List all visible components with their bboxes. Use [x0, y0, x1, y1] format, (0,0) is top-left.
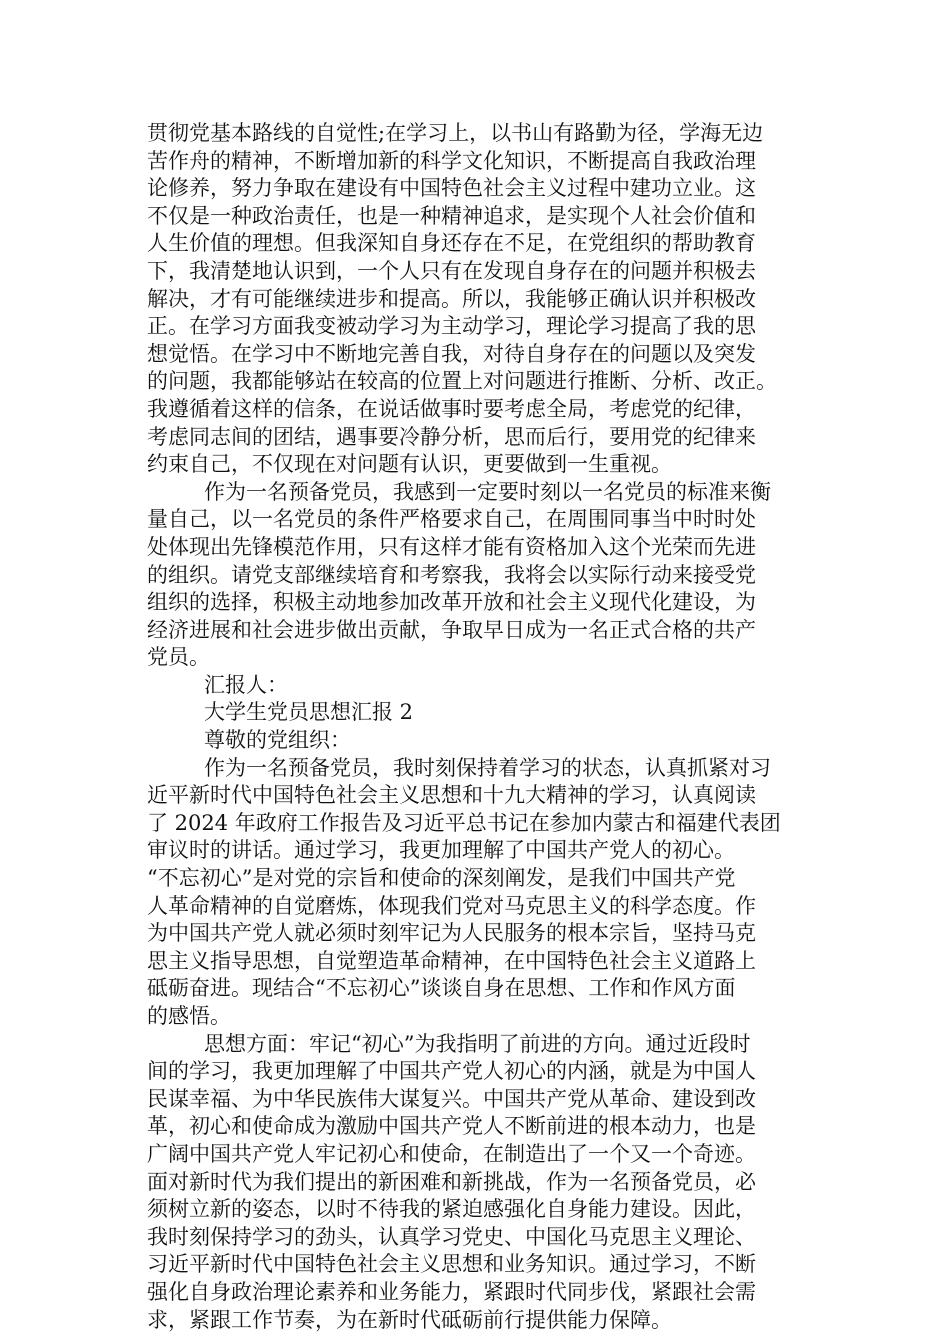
text-line: 党员。 — [147, 645, 210, 670]
text-line: 强化自身政治理论素养和业务能力，紧跟时代同步伐，紧跟社会需 — [147, 1279, 756, 1304]
text-line: 解决，才有可能继续进步和提高。所以，我能够正确认识并积极改 — [147, 286, 756, 311]
text-line: 大学生党员思想汇报 2 — [204, 700, 414, 725]
text-line: 苦作舟的精神，不断增加新的科学文化知识，不断提高自我政治理 — [147, 148, 756, 173]
text-line: 的感悟。 — [147, 1004, 231, 1028]
text-line: 想觉悟。在学习中不断地完善自我，对待自身存在的问题以及突发 — [147, 341, 756, 366]
text-line: 面对新时代为我们提出的新困难和新挑战，作为一名预备党员，必 — [147, 1169, 756, 1194]
text-line: 审议时的讲话。通过学习，我更加理解了中国共产党人的初心。 — [147, 838, 735, 863]
text-line: 人革命精神的自觉磨炼，体现我们党对马克思主义的科学态度。作 — [147, 893, 756, 918]
document-body — [147, 120, 812, 1334]
text-line: 贯彻党基本路线的自觉性;在学习上，以书山有路勤为径，学海无边 — [147, 121, 764, 145]
text-line: 间的学习，我更加理解了中国共产党人初心的内涵，就是为中国人 — [147, 1059, 756, 1084]
text-line: 考虑同志间的团结，遇事要冷静分析，思而后行，要用党的纪律来 — [147, 424, 756, 449]
text-line: “不忘初心”是对党的宗旨和使命的深刻阐发，是我们中国共产党 — [147, 866, 736, 891]
text-line: 人生价值的理想。但我深知自身还存在不足，在党组织的帮助教育 — [147, 231, 756, 256]
text-line: 下，我清楚地认识到，一个人只有在发现自身存在的问题并积极去 — [147, 258, 756, 283]
text-line: 民谋幸福、为中华民族伟大谋复兴。中国共产党从革命、建设到改 — [147, 1086, 756, 1111]
text-line: 革，初心和使命成为激励中国共产党人不断前进的根本动力，也是 — [147, 1114, 756, 1139]
text-line: 作为一名预备党员，我感到一定要时刻以一名党员的标准来衡 — [204, 479, 771, 504]
text-line: 量自己，以一名党员的条件严格要求自己，在周围同事当中时时处 — [147, 507, 756, 532]
text-line: 的问题，我都能够站在较高的位置上对问题进行推断、分析、改正。 — [147, 369, 777, 394]
text-line: 为中国共产党人就必须时刻牢记为人民服务的根本宗旨，坚持马克 — [147, 921, 756, 946]
text-line: 作为一名预备党员，我时刻保持着学习的状态，认真抓紧对习 — [204, 755, 771, 780]
text-line: 习近平新时代中国特色社会主义思想和业务知识。通过学习，不断 — [147, 1252, 756, 1277]
text-line: 的组织。请党支部继续培育和考察我，我将会以实际行动来接受党 — [147, 562, 756, 587]
text-line: 约束自己，不仅现在对问题有认识，更要做到一生重视。 — [147, 452, 672, 477]
text-line: 不仅是一种政治责任，也是一种精神追求，是实现个人社会价值和 — [147, 203, 756, 228]
text-line: 汇报人： — [204, 672, 288, 697]
text-line: 思想方面：牢记“初心”为我指明了前进的方向。通过近段时 — [204, 1031, 751, 1056]
text-line: 正。在学习方面我变被动学习为主动学习，理论学习提高了我的思 — [147, 314, 756, 339]
text-line: 近平新时代中国特色社会主义思想和十九大精神的学习，认真阅读 — [147, 783, 756, 808]
text-line: 求，紧跟工作节奏，为在新时代砥砺前行提供能力保障。 — [147, 1307, 672, 1332]
text-line: 经济进展和社会进步做出贡献，争取早日成为一名正式合格的共产 — [147, 617, 756, 642]
text-line: 我时刻保持学习的劲头，认真学习党史、中国化马克思主义理论、 — [147, 1224, 756, 1249]
text-line: 思主义指导思想，自觉塑造革命精神，在中国特色社会主义道路上 — [147, 948, 756, 973]
text-line: 尊敬的党组织： — [204, 728, 351, 753]
text-line: 我遵循着这样的信条，在说话做事时要考虑全局，考虑党的纪律， — [147, 396, 756, 421]
text-line: 组织的选择，积极主动地参加改革开放和社会主义现代化建设，为 — [147, 590, 756, 615]
text-line: 砥砺奋进。现结合“不忘初心”谈谈自身在思想、工作和作风方面 — [147, 976, 736, 1001]
text-line: 论修养，努力争取在建设有中国特色社会主义过程中建功立业。这 — [147, 176, 756, 201]
text-line: 处体现出先锋模范作用，只有这样才能有资格加入这个光荣而先进 — [147, 534, 756, 559]
text-line: 了 2024 年政府工作报告及习近平总书记在参加内蒙古和福建代表团 — [147, 810, 781, 835]
text-line: 广阔中国共产党人牢记初心和使命，在制造出了一个又一个奇迹。 — [147, 1141, 756, 1166]
text-line: 须树立新的姿态，以时不待我的紧迫感强化自身能力建设。因此， — [147, 1197, 756, 1222]
